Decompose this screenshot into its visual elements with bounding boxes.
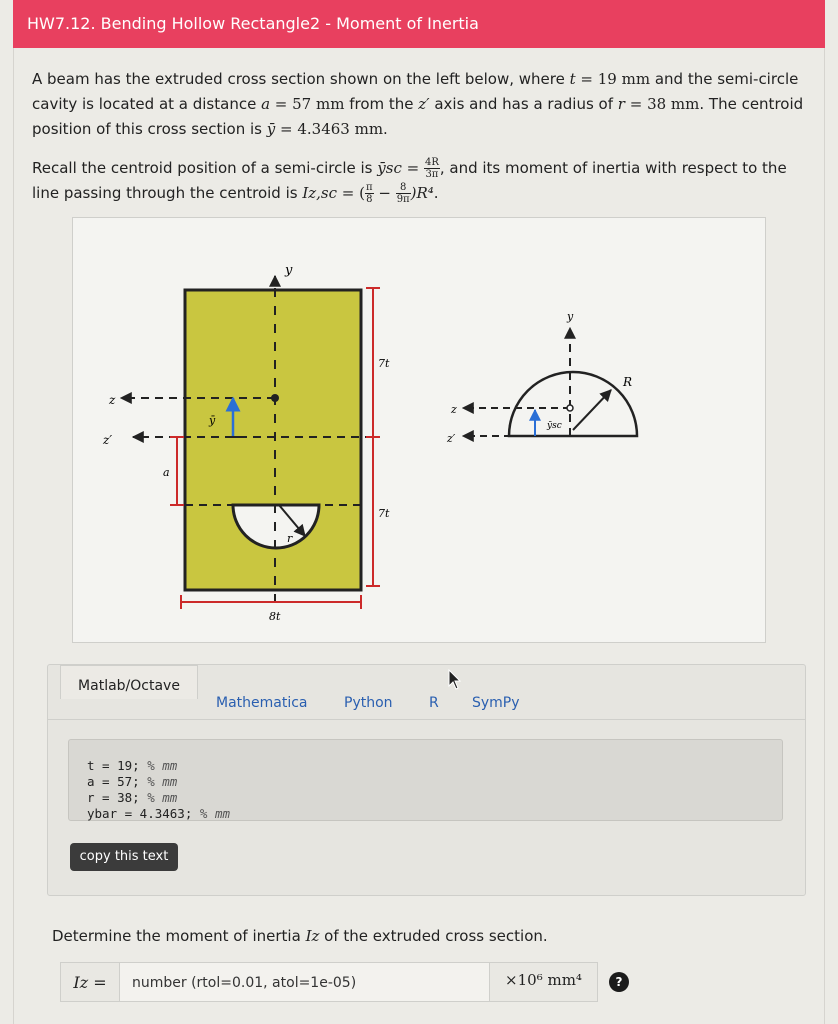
math-izsc: Iz,sc — [302, 184, 338, 202]
ysc-label: ȳsc — [547, 421, 562, 431]
text: Recall the centroid position of a semi-circle is — [32, 159, 378, 177]
code-comment: % mm — [147, 790, 178, 805]
frac-den: 9π — [396, 194, 410, 205]
copy-text-button[interactable]: copy this text — [70, 843, 178, 871]
tab-sympy[interactable]: SymPy — [472, 695, 520, 711]
text: A beam has the extruded cross section shown on the left below, where — [32, 70, 565, 88]
zprime-label-right: z′ — [447, 432, 456, 445]
answer-input[interactable]: number (rtol=0.01, atol=1e-05) — [120, 962, 490, 1002]
text: . — [433, 184, 439, 202]
semicircle-shape — [509, 372, 637, 436]
text: , and its moment of inertia with respect to the line passing through the centroid is — [32, 159, 787, 202]
math-eq: = — [575, 70, 598, 88]
r-label: r — [287, 532, 293, 545]
math-a-value: 57 mm — [292, 95, 345, 113]
math-eq: = — [270, 95, 293, 113]
math-minus: − — [373, 184, 396, 202]
page-title: HW7.12. Bending Hollow Rectangle2 - Moment of Inertia — [27, 14, 479, 33]
code-comment: % mm — [147, 774, 178, 789]
a-label: a — [163, 466, 170, 479]
y-label-left: y — [285, 263, 293, 278]
frac-den: 3π — [425, 169, 439, 180]
code-comment: % mm — [199, 806, 230, 821]
math-r: r — [617, 95, 625, 113]
mouse-cursor-icon — [448, 669, 462, 691]
frac-num: 4R — [424, 157, 439, 168]
help-icon[interactable]: ? — [609, 972, 629, 992]
z-label-right: z — [451, 403, 457, 416]
math-eq: = — [624, 95, 648, 113]
z-label-left: z — [109, 393, 116, 407]
ybar-label: ȳ — [209, 414, 216, 427]
problem-paragraph-2 — [32, 156, 812, 206]
math-r-value: 38 mm — [647, 95, 700, 113]
figure-svg — [73, 218, 765, 642]
code-block[interactable] — [68, 739, 783, 821]
zprime-label-left: z′ — [103, 433, 113, 447]
math-t-value: 19 mm — [597, 70, 651, 88]
math-iz: Iz — [305, 927, 320, 945]
frac-num: 8 — [396, 182, 411, 194]
math-r4: )R⁴ — [410, 184, 434, 202]
code-line: a = 57; — [87, 774, 148, 789]
answer-row — [60, 962, 635, 1006]
code-line: t = 19; — [87, 758, 148, 773]
R-label: R — [623, 375, 633, 389]
width-label: 8t — [269, 610, 281, 623]
text: and the semi-circle cavity is located at a distance — [32, 70, 799, 113]
code-tabs-panel — [47, 664, 806, 896]
tab-python[interactable]: Python — [344, 695, 393, 711]
text: from the — [344, 95, 419, 113]
code-line: ybar = 4.3463; — [87, 806, 200, 821]
answer-label: Iz = — [60, 962, 120, 1002]
page-header — [13, 0, 825, 48]
math-a: a — [261, 95, 271, 113]
tab-matlab-octave[interactable]: Matlab/Octave — [60, 665, 198, 699]
math-eq: = — [275, 120, 298, 138]
math-ybar: ȳ — [266, 120, 276, 138]
math-zprime: z′ — [418, 95, 430, 113]
code-line: r = 38; — [87, 790, 148, 805]
text: . The centroid position of this cross section is — [32, 95, 804, 138]
math-ybar-value: 4.3463 mm — [297, 120, 384, 138]
fraction-8-9pi — [396, 182, 411, 205]
tab-r[interactable]: R — [429, 695, 439, 711]
math-t: t — [569, 70, 576, 88]
math-ysc: ȳsc — [377, 159, 402, 177]
lower-height-label: 7t — [378, 507, 390, 520]
problem-paragraph-1 — [32, 67, 812, 142]
text: . — [383, 120, 388, 138]
tab-mathematica[interactable]: Mathematica — [216, 695, 308, 711]
semicircle-centroid — [567, 405, 573, 411]
R-arrow — [573, 390, 611, 430]
text: Determine the moment of inertia — [52, 927, 306, 945]
fraction-4r-3pi — [424, 157, 440, 180]
code-comment: % mm — [147, 758, 178, 773]
frac-num: π — [366, 182, 373, 193]
math-eq: = — [401, 159, 424, 177]
tab-bar — [48, 665, 805, 720]
frac-den: 8 — [366, 194, 373, 205]
question-text — [52, 927, 548, 945]
text: of the extruded cross section. — [319, 927, 548, 945]
cross-section-figure — [72, 217, 766, 643]
text: axis and has a radius of — [429, 95, 618, 113]
y-label-right: y — [567, 310, 574, 323]
math-eq-open: = ( — [337, 184, 365, 202]
fraction-pi-8 — [365, 182, 374, 205]
centroid-dot — [271, 394, 279, 402]
upper-height-label: 7t — [378, 357, 390, 370]
answer-unit: ×10⁶ mm⁴ — [490, 962, 598, 1002]
